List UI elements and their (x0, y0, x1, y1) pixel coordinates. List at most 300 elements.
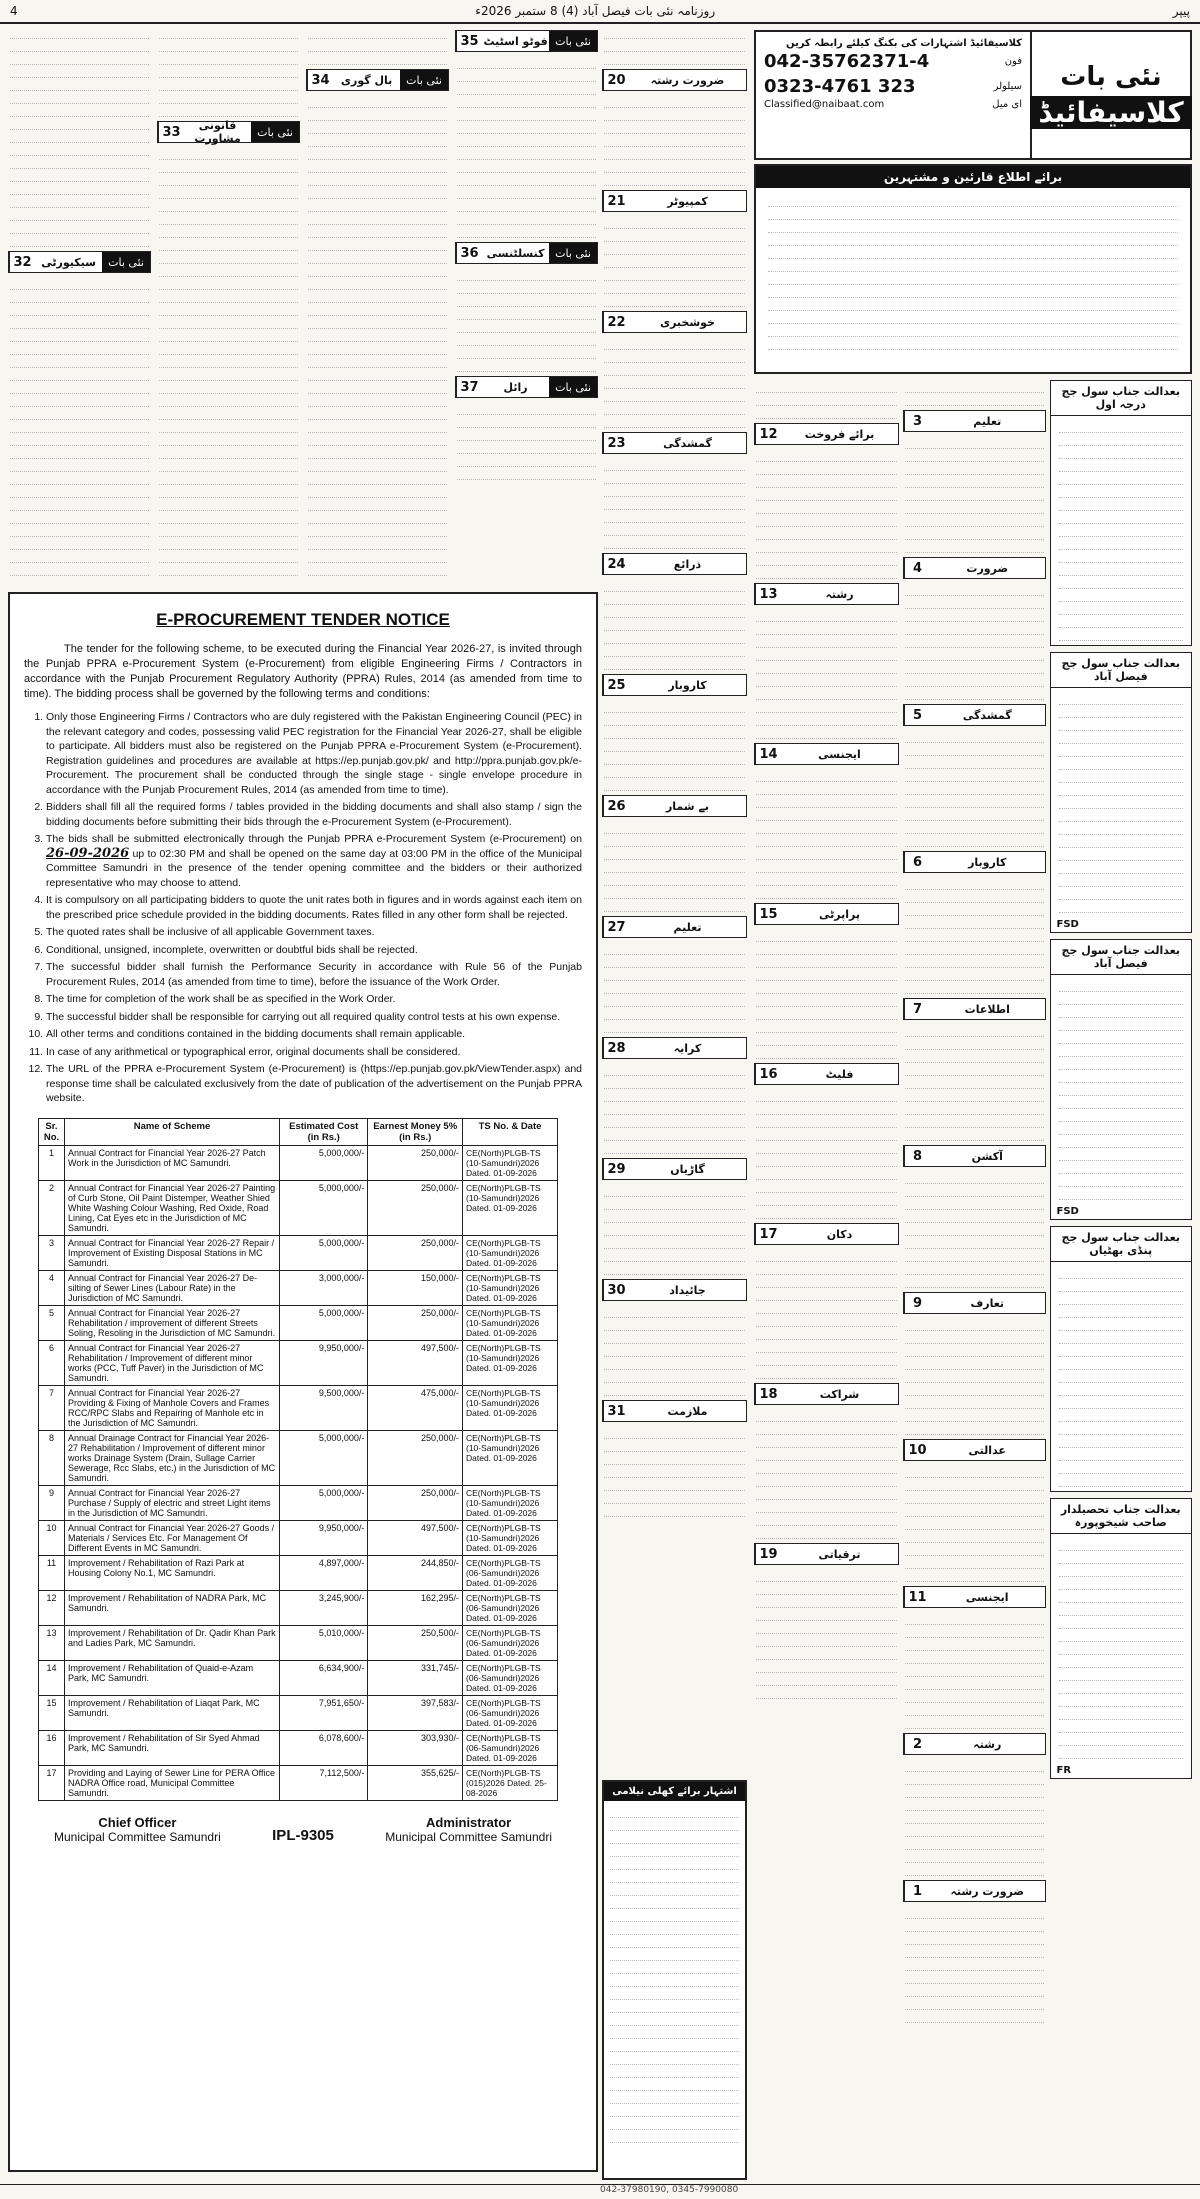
tender-title: E-PROCUREMENT TENDER NOTICE (156, 610, 450, 629)
tender-terms (24, 710, 582, 1106)
badge-number: 9 (904, 1293, 930, 1313)
text-line (1059, 1396, 1184, 1409)
text-line (308, 407, 447, 420)
text-line (457, 359, 596, 372)
text-line (308, 39, 447, 52)
category-badge (602, 1400, 747, 1422)
text-line (10, 316, 149, 329)
text-line (756, 1474, 897, 1487)
text-line (905, 730, 1044, 743)
text-line (457, 56, 596, 69)
text-line (756, 955, 897, 968)
text-line (1059, 731, 1184, 744)
badge-brand: نئی بات (549, 31, 597, 51)
text-line (308, 550, 447, 563)
text-line (10, 26, 149, 39)
badge-category: گمشدگی (663, 436, 712, 450)
signatory-chief-officer (54, 1815, 221, 1844)
text-line (604, 1249, 745, 1262)
text-line (308, 459, 447, 472)
text-line (756, 1435, 897, 1448)
row-cost: 5,000,000/- (280, 1235, 368, 1270)
row-sr: 7 (39, 1385, 65, 1430)
badge-category: دکان (826, 1227, 853, 1241)
row-cost: 6,078,600/- (280, 1730, 368, 1765)
text-line (610, 2130, 739, 2143)
text-line (610, 1831, 739, 1844)
text-line (905, 1837, 1044, 1850)
row-cost: 5,010,000/- (280, 1625, 368, 1660)
text-line (905, 488, 1044, 501)
col-cost: Estimated Cost (in Rs.) (280, 1118, 368, 1145)
text-line (604, 1223, 745, 1236)
court-notice (1050, 380, 1193, 646)
text-line (1059, 1070, 1184, 1083)
text-line (756, 514, 897, 527)
row-scheme: Annual Contract for Financial Year 2026-27 De-silting of Sewer Lines (Labour Rate) in the Jurisdiction of MC Samundri. (65, 1270, 280, 1305)
badge-category: بے شمار (665, 799, 710, 813)
ad-text (602, 1184, 747, 1275)
text-line (308, 537, 447, 550)
text-line (159, 238, 298, 251)
text-line (10, 563, 149, 576)
text-line (457, 82, 596, 95)
ad-text (157, 26, 300, 117)
ad-text (602, 821, 747, 912)
category-badge (903, 998, 1046, 1020)
text-line (1059, 744, 1184, 757)
row-ts: CE(North)PLGB-TS (06-Samundri)2026 Dated. 01-09-2026 (463, 1590, 558, 1625)
text-line (1059, 848, 1184, 861)
text-line (756, 635, 897, 648)
badge-category: تعلیم (673, 920, 702, 934)
text-line (159, 446, 298, 459)
text-line (905, 687, 1044, 700)
text-line (756, 1089, 897, 1102)
table-row (39, 1590, 558, 1625)
table-row (39, 1430, 558, 1485)
badge-category: ترقیاتی (818, 1547, 861, 1561)
row-ts: CE(North)PLGB-TS (06-Samundri)2026 Dated. 01-09-2026 (463, 1555, 558, 1590)
row-ts: CE(North)PLGB-TS (10-Samundri)2026 Dated. 01-09-2026 (463, 1270, 558, 1305)
text-line (604, 700, 745, 713)
badge-category: گمشدگی (962, 708, 1012, 722)
text-line (1059, 1292, 1184, 1305)
far-right-subcol-a (903, 380, 1046, 2180)
term-4: 4. It is compulsory on all participating bidders to quote the unit rates both in figures and in words against each item on the prescribed price schedule provided in the bidding documents. Rates filled in any other form shall be rejected. (46, 893, 582, 922)
text-line (610, 1883, 739, 1896)
text-line (756, 1288, 897, 1301)
term-2: 2. Bidders shall fill all the required forms / tables provided in the bidding documents and shall also stamp / sign the bidding documents before submitting their bids through the e-Procurement System (e-Procurement). (46, 800, 582, 829)
text-line (308, 563, 447, 576)
text-line (610, 1818, 739, 1831)
text-line (1059, 1422, 1184, 1435)
text-line (905, 674, 1044, 687)
text-line (610, 2078, 739, 2091)
text-line (756, 1141, 897, 1154)
reader-notice (754, 164, 1192, 374)
text-line (10, 221, 149, 234)
row-earnest: 497,500/- (368, 1340, 463, 1385)
text-line (604, 52, 745, 65)
col-scheme: Name of Scheme (65, 1118, 280, 1145)
text-line (756, 1500, 897, 1513)
row-earnest: 355,625/- (368, 1765, 463, 1800)
category-badge (602, 1279, 747, 1301)
term-3 (46, 832, 582, 890)
text-line (604, 1076, 745, 1089)
text-line (604, 886, 745, 899)
text-line (604, 39, 745, 52)
ad-text (903, 380, 1046, 406)
text-line (905, 1772, 1044, 1785)
badge-category: ایجنسی (818, 747, 861, 761)
text-line (308, 277, 447, 290)
badge-category: سیکیورٹی (41, 255, 96, 269)
text-line (756, 886, 897, 899)
text-line (604, 471, 745, 484)
ad-text (455, 402, 598, 480)
text-line (756, 981, 897, 994)
text-line (604, 1331, 745, 1344)
text-line (10, 65, 149, 78)
text-line (159, 524, 298, 537)
phone-secondary: 0323-4761 323 (764, 76, 916, 97)
text-line (10, 550, 149, 563)
row-ts: CE(North)PLGB-TS (06-Samundri)2026 Dated. 01-09-2026 (463, 1730, 558, 1765)
text-line (457, 467, 596, 480)
row-scheme: Improvement / Rehabilitation of Quaid-e-Azam Park, MC Samundri. (65, 1660, 280, 1695)
phone-primary: 042-35762371-4 (764, 51, 930, 72)
footer-line: 042-37980190, 0345-7990080 (0, 2184, 1200, 2199)
badge-category: کرایہ (673, 1041, 702, 1055)
signatory-administrator (385, 1815, 552, 1844)
text-line (756, 1526, 897, 1539)
text-line (1059, 628, 1184, 641)
court-body (1051, 416, 1192, 645)
row-earnest: 250,000/- (368, 1235, 463, 1270)
text-line (308, 173, 447, 186)
badge-number: 5 (904, 705, 930, 725)
row-cost: 5,000,000/- (280, 1430, 368, 1485)
text-line (604, 1504, 745, 1517)
text-line (1059, 1018, 1184, 1031)
text-line (159, 225, 298, 238)
text-line (756, 968, 897, 981)
category-badge (754, 1383, 899, 1405)
badge-category: فوٹو اسٹیٹ (483, 34, 548, 48)
ad-text (903, 1318, 1046, 1435)
table-row (39, 1235, 558, 1270)
text-line (10, 208, 149, 221)
text-line (159, 316, 298, 329)
ad-text (903, 730, 1046, 847)
text-line (905, 1517, 1044, 1530)
text-line (457, 268, 596, 281)
text-line (1059, 511, 1184, 524)
badge-brand: نئی بات (251, 122, 299, 142)
category-badge (602, 916, 747, 938)
text-line (905, 929, 1044, 942)
category-badge (903, 1586, 1046, 1608)
text-line (1059, 718, 1184, 731)
text-line (905, 1798, 1044, 1811)
text-line (756, 1366, 897, 1379)
text-line (159, 290, 298, 303)
text-line (905, 1824, 1044, 1837)
text-line (604, 376, 745, 389)
text-line (604, 134, 745, 147)
badge-category: بال گوری (340, 73, 393, 87)
text-line (1059, 692, 1184, 705)
row-sr: 5 (39, 1305, 65, 1340)
text-line (610, 1844, 739, 1857)
badge-category: جائیداد (669, 1283, 706, 1297)
text-line (905, 981, 1044, 994)
text-line (1059, 770, 1184, 783)
term-7: 7. The successful bidder shall furnish the Performance Security in accordance with Rule 56 of the Punjab Procurement Rules, 2014 (as amended from time to time), before the issuance of the Work Order. (46, 960, 582, 989)
badge-number: 18 (755, 1384, 781, 1404)
text-line (768, 233, 1178, 246)
text-line (905, 916, 1044, 929)
text-line (10, 524, 149, 537)
text-line (905, 808, 1044, 821)
text-line (756, 674, 897, 687)
text-line (457, 281, 596, 294)
text-line (308, 225, 447, 238)
text-line (10, 381, 149, 394)
court-body (1051, 1534, 1192, 1763)
text-line (610, 1909, 739, 1922)
badge-number: 36 (456, 243, 482, 263)
badge-number: 1 (904, 1881, 930, 1901)
ad-text (754, 769, 899, 899)
category-badge (602, 190, 747, 212)
text-line (610, 1987, 739, 2000)
category-badge (455, 30, 598, 52)
row-earnest: 497,500/- (368, 1520, 463, 1555)
row-sr: 2 (39, 1180, 65, 1235)
row-ts: CE(North)PLGB-TS (10-Samundri)2026 Dated. 01-09-2026 (463, 1520, 558, 1555)
category-badge (754, 903, 899, 925)
text-line (604, 1128, 745, 1141)
text-line (308, 303, 447, 316)
text-line (756, 1513, 897, 1526)
text-line (905, 2010, 1044, 2023)
text-line (159, 160, 298, 173)
text-line (457, 320, 596, 333)
text-line (604, 255, 745, 268)
row-scheme: Annual Contract for Financial Year 2026-27 Purchase / Supply of electric and street Light items in the Jurisdiction of MC Samundri. (65, 1485, 280, 1520)
tender-notice (8, 592, 598, 2172)
row-earnest: 250,000/- (368, 1145, 463, 1180)
text-line (159, 173, 298, 186)
table-row (39, 1660, 558, 1695)
text-line (457, 173, 596, 186)
text-line (10, 511, 149, 524)
text-line (604, 994, 745, 1007)
text-line (1059, 1083, 1184, 1096)
text-line (610, 1948, 739, 1961)
row-scheme: Annual Contract for Financial Year 2026-27 Patch Work in the Jurisdiction of MC Samundri. (65, 1145, 280, 1180)
text-line (1059, 1409, 1184, 1422)
text-line (905, 1115, 1044, 1128)
ad-text (754, 1089, 899, 1219)
text-line (1059, 1044, 1184, 1057)
text-line (604, 1020, 745, 1033)
badge-number: 30 (603, 1280, 629, 1300)
row-cost: 5,000,000/- (280, 1485, 368, 1520)
text-line (905, 1171, 1044, 1184)
row-scheme: Annual Contract for Financial Year 2026-27 Rehabilitation / improvement of different Streets Soling, Resoling in the Jurisdiction of MC Samundri. (65, 1305, 280, 1340)
text-line (604, 739, 745, 752)
category-badge (602, 795, 747, 817)
court-title: بعدالت جناب سول جج فیصل آباد (1051, 940, 1192, 975)
text-line (604, 713, 745, 726)
text-line (10, 182, 149, 195)
badge-category: کنسلٹنسی (486, 246, 545, 260)
text-line (905, 527, 1044, 540)
text-line (604, 216, 745, 229)
row-ts: CE(North)PLGB-TS (10-Samundri)2026 Dated. 01-09-2026 (463, 1430, 558, 1485)
text-line (159, 39, 298, 52)
text-line (610, 2026, 739, 2039)
row-ts: CE(North)PLGB-TS (10-Samundri)2026 Dated. 01-09-2026 (463, 1485, 558, 1520)
row-earnest: 475,000/- (368, 1385, 463, 1430)
text-line (905, 1569, 1044, 1582)
row-ts: CE(North)PLGB-TS (06-Samundri)2026 Dated. 01-09-2026 (463, 1660, 558, 1695)
text-line (905, 834, 1044, 847)
text-line (756, 527, 897, 540)
text-line (159, 472, 298, 485)
badge-number: 28 (603, 1038, 629, 1058)
ad-text (754, 929, 899, 1059)
text-line (756, 488, 897, 501)
text-line (604, 350, 745, 363)
court-title: بعدالت جناب سول جج فیصل آباد (1051, 653, 1192, 688)
text-line (159, 498, 298, 511)
text-line (308, 368, 447, 381)
text-line (756, 1673, 897, 1686)
text-line (604, 1063, 745, 1076)
court-notice (1050, 652, 1193, 933)
ad-text (8, 277, 151, 576)
text-line (756, 501, 897, 514)
badge-brand: نئی بات (102, 252, 150, 272)
text-line (756, 1102, 897, 1115)
badge-number: 22 (603, 312, 629, 332)
category-badge (903, 1880, 1046, 1902)
text-line (308, 52, 447, 65)
text-line (10, 368, 149, 381)
text-line (604, 592, 745, 605)
email-address: Classified@naibaat.com (764, 99, 885, 110)
category-badge (455, 242, 598, 264)
text-line (1059, 1629, 1184, 1642)
text-line (604, 1197, 745, 1210)
text-line (604, 1426, 745, 1439)
category-badge (754, 583, 899, 605)
badge-brand: نئی بات (549, 243, 597, 263)
left-subcol-2 (157, 26, 300, 588)
text-line (610, 1805, 739, 1818)
col-sr: Sr. No. (39, 1118, 65, 1145)
text-line (1059, 1357, 1184, 1370)
badge-category: ذرائع (673, 557, 702, 571)
badge-number: 14 (755, 744, 781, 764)
text-line (756, 713, 897, 726)
ad-text (903, 1612, 1046, 1729)
category-badge (903, 557, 1046, 579)
text-line (905, 1945, 1044, 1958)
text-line (604, 26, 745, 39)
badge-number: 21 (603, 191, 629, 211)
text-line (10, 498, 149, 511)
text-line (905, 821, 1044, 834)
text-line (756, 1193, 897, 1206)
text-line (1059, 1096, 1184, 1109)
text-line (768, 207, 1178, 220)
text-line (1059, 809, 1184, 822)
row-scheme: Annual Contract for Financial Year 2026-27 Rehabilitation / Improvement of different minor works (PCC, Tuff Paver) in the Jurisdiction of MC Samundri. (65, 1340, 280, 1385)
category-badge (903, 704, 1046, 726)
notice-line (766, 194, 1180, 350)
row-cost: 9,500,000/- (280, 1385, 368, 1430)
text-line (1059, 433, 1184, 446)
text-line (10, 117, 149, 130)
row-sr: 10 (39, 1520, 65, 1555)
row-earnest: 250,000/- (368, 1305, 463, 1340)
text-line (756, 1422, 897, 1435)
text-line (159, 251, 298, 264)
text-line (905, 661, 1044, 674)
text-line (10, 169, 149, 182)
row-cost: 7,951,650/- (280, 1695, 368, 1730)
text-line (10, 195, 149, 208)
text-line (905, 1638, 1044, 1651)
text-line (1059, 1694, 1184, 1707)
text-line (1059, 1577, 1184, 1590)
court-notice (1050, 939, 1193, 1220)
left-subcol-3 (306, 26, 449, 588)
ad-text (602, 1305, 747, 1396)
text-line (768, 337, 1178, 350)
text-line (756, 553, 897, 566)
text-line (756, 1007, 897, 1020)
category-badge (602, 553, 747, 575)
text-line (610, 2039, 739, 2052)
text-line (1059, 1344, 1184, 1357)
text-line (905, 1759, 1044, 1772)
text-line (756, 1262, 897, 1275)
chief-officer-title: Chief Officer (98, 1814, 177, 1830)
text-line (10, 130, 149, 143)
text-line (10, 290, 149, 303)
category-badge (306, 69, 449, 91)
category-badge (754, 1223, 899, 1245)
text-line (159, 212, 298, 225)
text-line (604, 1102, 745, 1115)
text-line (905, 1863, 1044, 1876)
col-ts: TS No. & Date (463, 1118, 558, 1145)
text-line (905, 1932, 1044, 1945)
row-sr: 15 (39, 1695, 65, 1730)
text-line (756, 726, 897, 739)
text-line (308, 147, 447, 160)
text-line (756, 795, 897, 808)
category-badge (903, 1733, 1046, 1755)
ad-text (602, 1426, 747, 1517)
